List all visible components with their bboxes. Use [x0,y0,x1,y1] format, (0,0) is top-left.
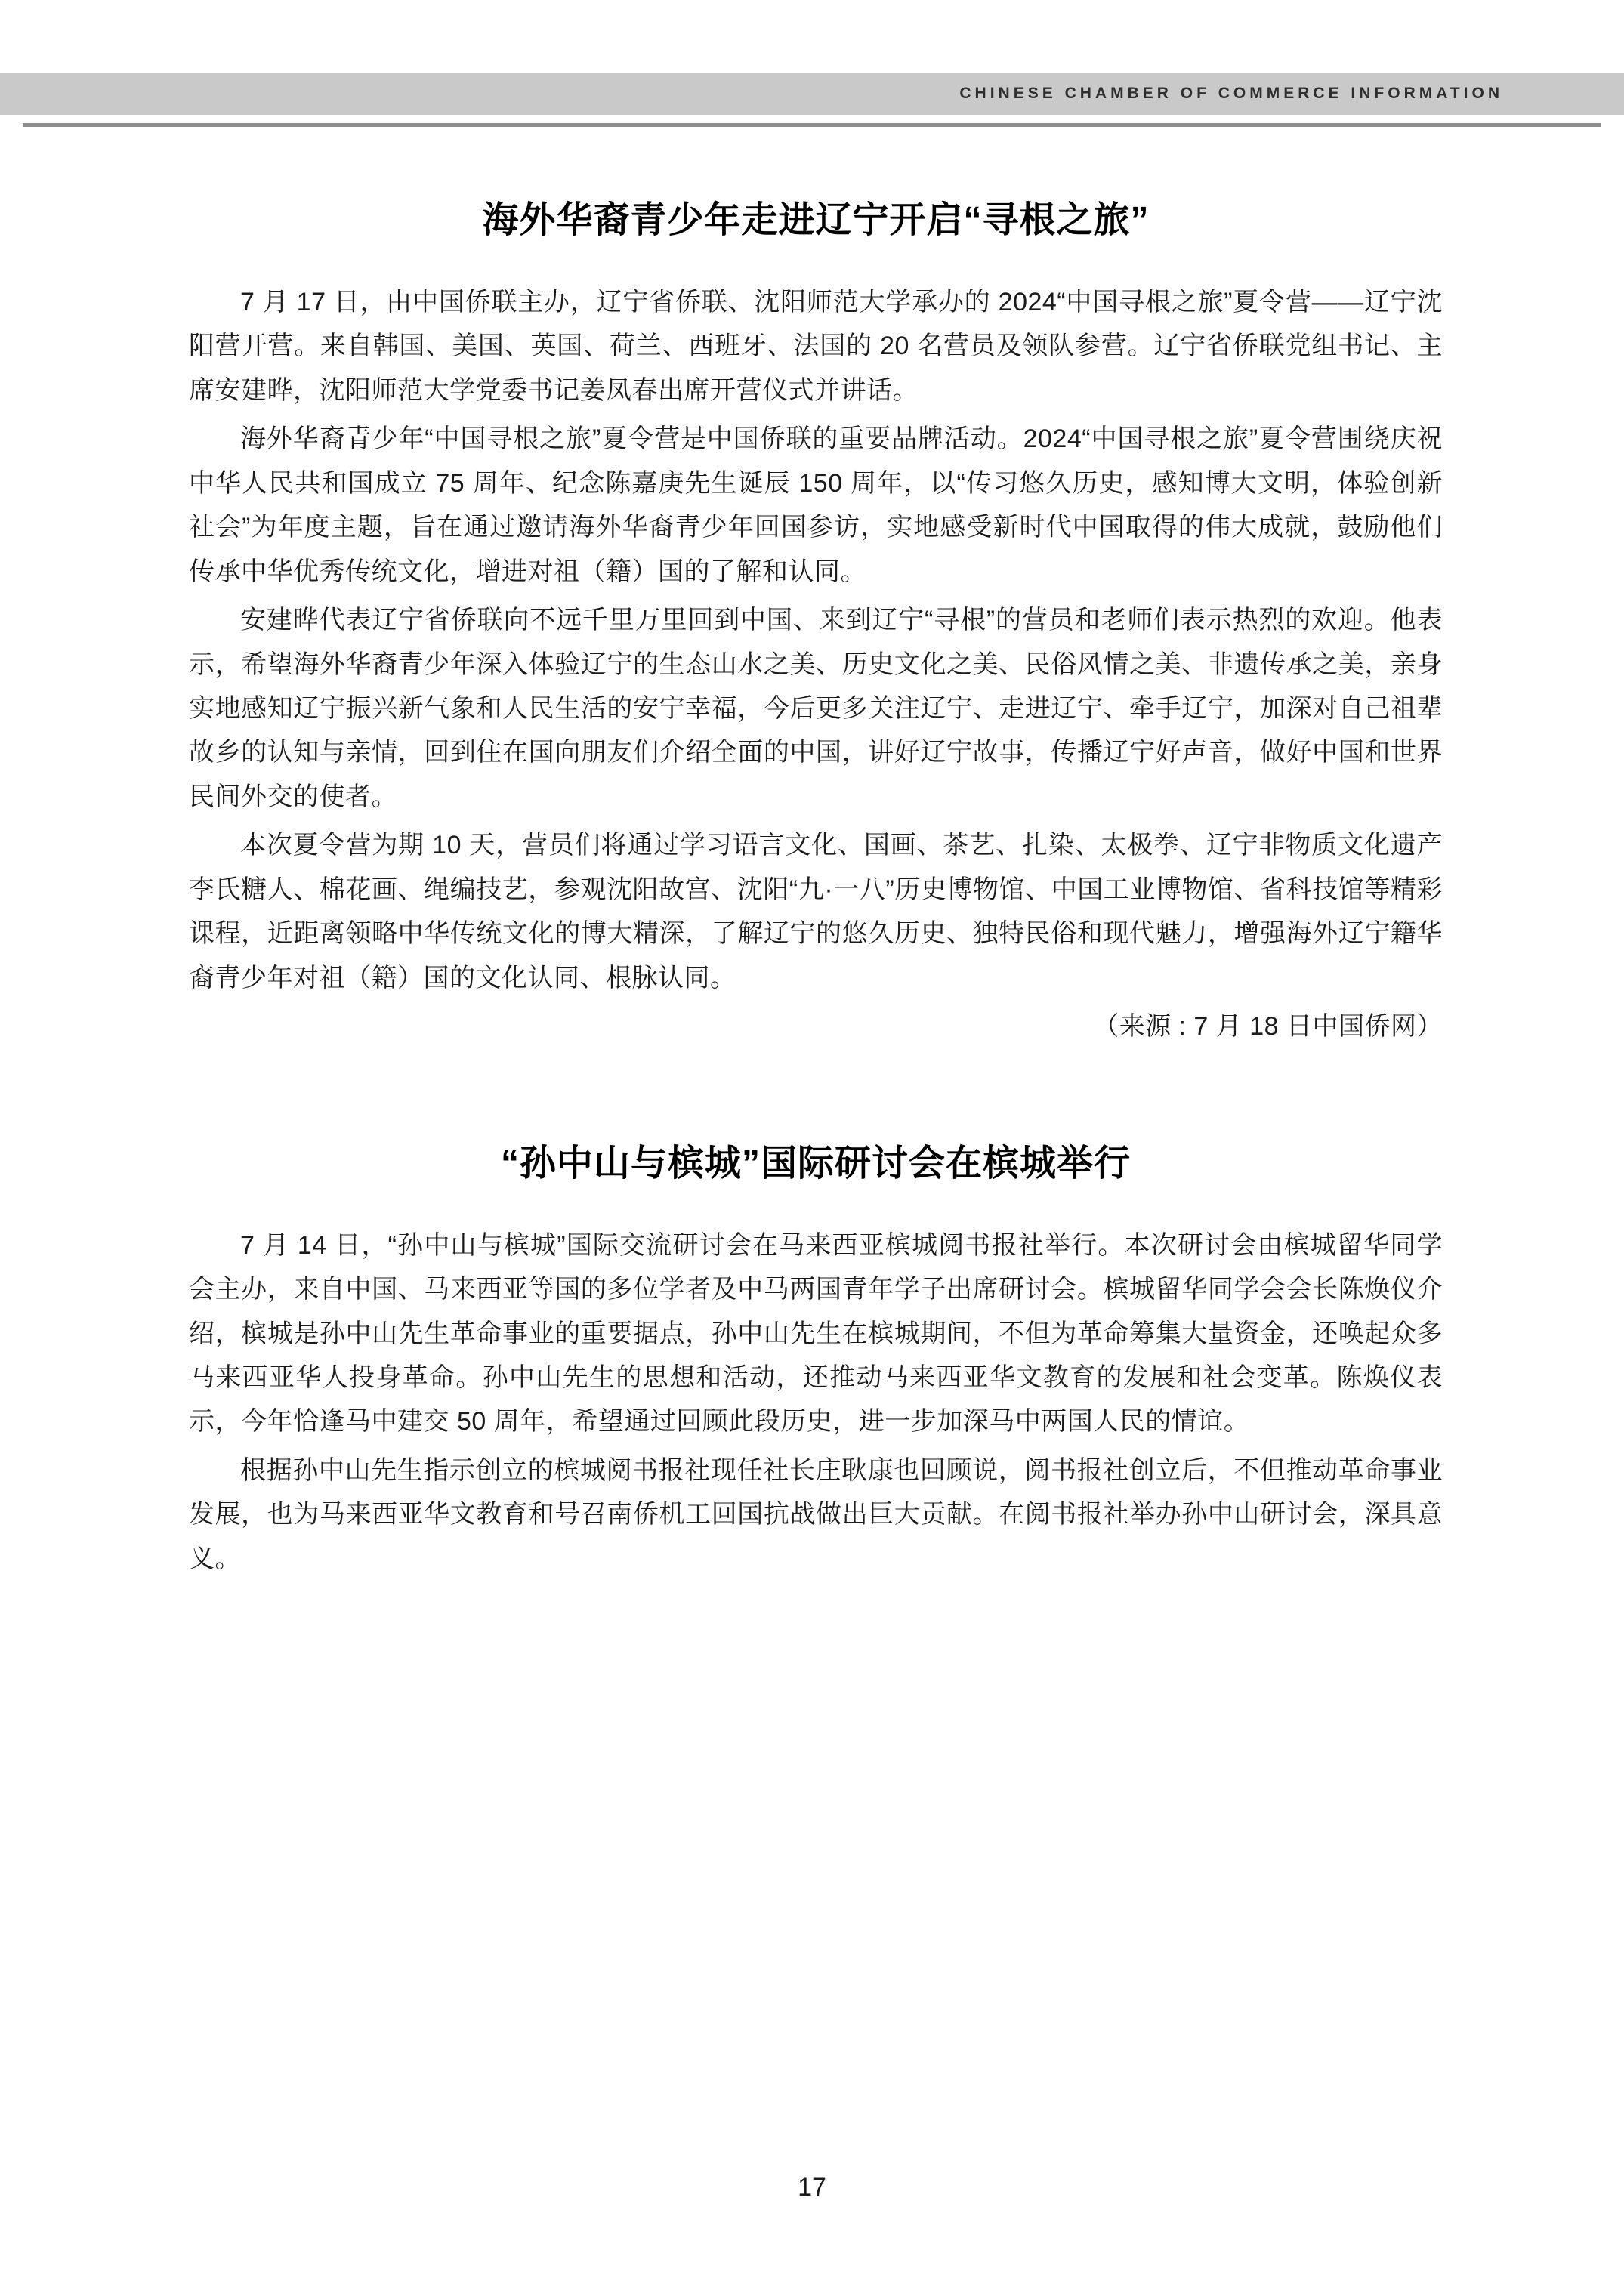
article-2-paragraph-2: 根据孙中山先生指示创立的槟城阅书报社现任社长庄耿康也回顾说，阅书报社创立后，不但推动革命事业发展，也为马来西亚华文教育和号召南侨机工回国抗战做出巨大贡献。在阅书报社举办孙中山研讨会，深具意义。 [189,1455,1443,1573]
article-content-column [189,196,1443,1588]
article-1-paragraph-3: 安建晔代表辽宁省侨联向不远千里万里回到中国、来到辽宁“寻根”的营员和老师们表示热烈的欢迎。他表示，希望海外华裔青少年深入体验辽宁的生态山水之美、历史文化之美、民俗风情之美、非遗传承之美，亲身实地感知辽宁振兴新气象和人民生活的安宁幸福，今后更多关注辽宁、走进辽宁、牵手辽宁，加深对自己祖辈故乡的认知与亲情，回到住在国向朋友们介绍全面的中国，讲好辽宁故事，传播辽宁好声音，做好中国和世界民间外交的使者。 [189,606,1443,811]
header-divider-rule [23,123,1601,127]
article-1-source: （来源 : 7 月 18 日中国侨网） [1093,1012,1443,1042]
article-2-title: “孙中山与槟城”国际研讨会在槟城举行 [500,1143,1131,1184]
running-header-band [0,73,1624,115]
article-2 [189,1140,1443,1582]
article-1 [189,196,1443,1049]
article-1-title: 海外华裔青少年走进辽宁开启“寻根之旅” [482,200,1150,240]
page-number: 17 [798,2173,826,2202]
article-2-paragraph-1: 7 月 14 日，“孙中山与槟城”国际交流研讨会在马来西亚槟城阅书报社举行。本次研讨会由槟城留华同学会主办，来自中国、马来西亚等国的多位学者及中马两国青年学子出席研讨会。槟城留华同学会会长陈焕仪介绍，槟城是孙中山先生革命事业的重要据点，孙中山先生在槟城期间，不但为革命筹集大量资金，还唤起众多马来西亚华人投身革命。孙中山先生的思想和活动，还推动马来西亚华文教育的发展和社会变革。陈焕仪表示，今年恰逢马中建交 50 周年，希望通过回顾此段历史，进一步加深马中两国人民的情谊。 [189,1230,1443,1437]
running-header-text: CHINESE CHAMBER OF COMMERCE INFORMATION [959,85,1503,102]
article-1-paragraph-2: 海外华裔青少年“中国寻根之旅”夏令营是中国侨联的重要品牌活动。2024“中国寻根之旅”夏令营围绕庆祝中华人民共和国成立 75 周年、纪念陈嘉庚先生诞辰 150 周年，以“传习悠久历史，感知博大文明，体验创新社会”为年度主题，旨在通过邀请海外华裔青少年回国参访，实地感受新时代中国取得的伟大成就，鼓励他们传承中华优秀传统文化，增进对祖（籍）国的了解和认同。 [189,424,1443,586]
article-1-paragraph-4: 本次夏令营为期 10 天，营员们将通过学习语言文化、国画、茶艺、扎染、太极拳、辽宁非物质文化遗产李氏糖人、棉花画、绳编技艺，参观沈阳故宫、沈阳“九·一八”历史博物馆、中国工业博物馆、省科技馆等精彩课程，近距离领略中华传统文化的博大精深，了解辽宁的悠久历史、独特民俗和现代魅力，增强海外辽宁籍华裔青少年对祖（籍）国的文化认同、根脉认同。 [189,831,1443,992]
article-1-paragraph-1: 7 月 17 日，由中国侨联主办，辽宁省侨联、沈阳师范大学承办的 2024“中国寻根之旅”夏令营——辽宁沈阳营开营。来自韩国、美国、英国、荷兰、西班牙、法国的 20 名营员及领队参营。辽宁省侨联党组书记、主席安建晔，沈阳师范大学党委书记姜凤春出席开营仪式并讲话。 [189,287,1443,405]
